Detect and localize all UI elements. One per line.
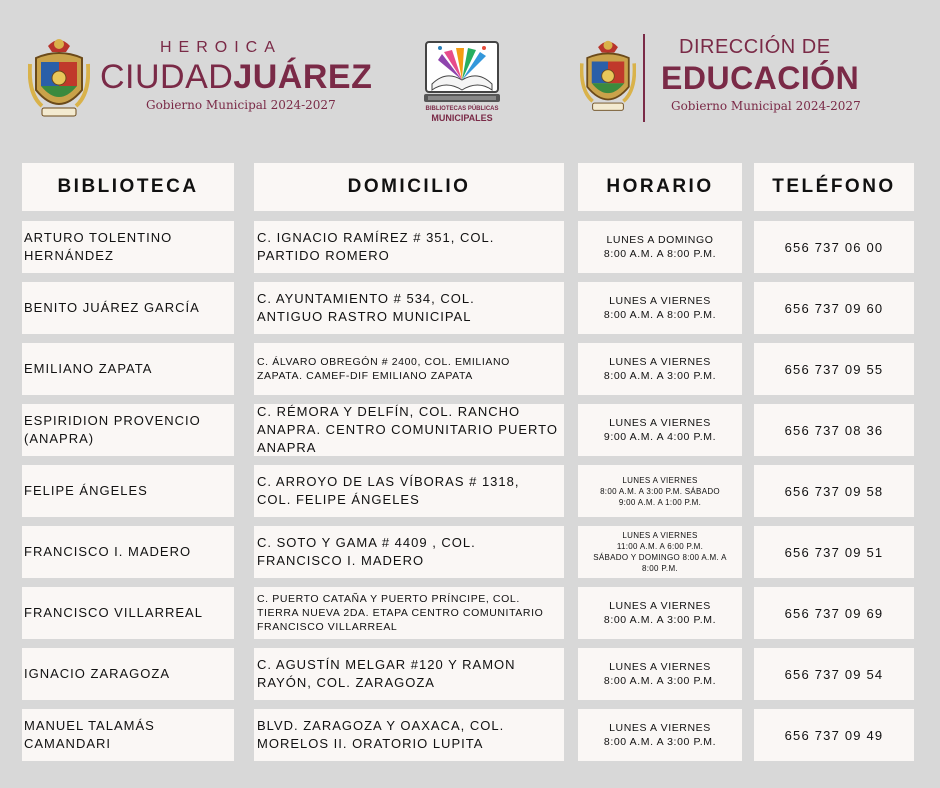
direccion-text: DIRECCIÓN DE (679, 36, 831, 58)
header-domicilio: DOMICILIO (254, 163, 564, 211)
biblioteca-cell: BENITO JUÁREZ GARCÍA (22, 282, 234, 334)
biblioteca-cell: FELIPE ÁNGELES (22, 465, 234, 517)
header-biblioteca: BIBLIOTECA (22, 163, 234, 211)
domicilio-cell: BLVD. ZARAGOZA Y OAXACA, COL. MORELOS II. ORATORIO LUPITA (254, 709, 564, 761)
horario-cell: LUNES A VIERNES 8:00 A.M. A 8:00 P.M. (578, 282, 742, 334)
telefono-cell: 656 737 09 58 (754, 465, 914, 517)
telefono-cell: 656 737 09 51 (754, 526, 914, 578)
biblioteca-cell: FRANCISCO I. MADERO (22, 526, 234, 578)
domicilio-cell: C. ARROYO DE LAS VÍBORAS # 1318, COL. FELIPE ÁNGELES (254, 465, 564, 517)
horario-cell: LUNES A VIERNES 8:00 A.M. A 3:00 P.M. (578, 587, 742, 639)
horario-cell: LUNES A DOMINGO 8:00 A.M. A 8:00 P.M. (578, 221, 742, 273)
horario-cell: LUNES A VIERNES 8:00 A.M. A 3:00 P.M. (578, 648, 742, 700)
telefono-cell: 656 737 09 54 (754, 648, 914, 700)
heroica-text: HEROICA (160, 39, 282, 56)
telefono-cell: 656 737 09 69 (754, 587, 914, 639)
direccion-educacion-brand (653, 34, 933, 116)
library-caption-bottom: MUNICIPALES (431, 113, 493, 123)
ciudad-juarez-title (100, 58, 380, 96)
domicilio-cell: C. ÁLVARO OBREGÓN # 2400, COL. EMILIANO ZAPATA. CAMEF-DIF EMILIANO ZAPATA (254, 343, 564, 395)
telefono-cell: 656 737 08 36 (754, 404, 914, 456)
telefono-cell: 656 737 09 49 (754, 709, 914, 761)
educacion-text: EDUCACIÓN (661, 60, 860, 96)
biblioteca-cell: ESPIRIDION PROVENCIO (ANAPRA) (22, 404, 234, 456)
header-divider (643, 34, 645, 122)
header-telefono: TELÉFONO (754, 163, 914, 211)
horario-cell: LUNES A VIERNES 8:00 A.M. A 3:00 P.M. (578, 709, 742, 761)
gobierno-municipal-right: Gobierno Municipal 2024-2027 (671, 99, 861, 113)
horario-cell: LUNES A VIERNES 8:00 A.M. A 3:00 P.M. (578, 343, 742, 395)
page-header (0, 0, 940, 150)
library-book-icon (422, 40, 502, 106)
juarez-text: JUÁREZ (233, 58, 373, 96)
domicilio-cell: C. PUERTO CATAÑA Y PUERTO PRÍNCIPE, COL. TIERRA NUEVA 2DA. ETAPA CENTRO COMUNITARIO FRANCISCO VILLARREAL (254, 587, 564, 639)
coat-of-arms-icon (28, 34, 90, 122)
bibliotecas-logo (422, 40, 502, 130)
domicilio-cell: C. AYUNTAMIENTO # 534, COL. ANTIGUO RASTRO MUNICIPAL (254, 282, 564, 334)
ciudad-text: CIUDAD (100, 58, 234, 96)
gobierno-municipal-left: Gobierno Municipal 2024-2027 (146, 98, 336, 112)
biblioteca-cell: IGNACIO ZARAGOZA (22, 648, 234, 700)
horario-cell: LUNES A VIERNES 9:00 A.M. A 4:00 P.M. (578, 404, 742, 456)
horario-cell: LUNES A VIERNES 11:00 A.M. A 6:00 P.M. SÁBADO Y DOMINGO 8:00 A.M. A 8:00 P.M. (578, 526, 742, 578)
domicilio-cell: C. IGNACIO RAMÍREZ # 351, COL. PARTIDO ROMERO (254, 221, 564, 273)
domicilio-cell: C. SOTO Y GAMA # 4409 , COL. FRANCISCO I. MADERO (254, 526, 564, 578)
library-caption-top: BIBLIOTECAS PÚBLICAS (425, 106, 499, 112)
header-horario: HORARIO (578, 163, 742, 211)
biblioteca-cell: FRANCISCO VILLARREAL (22, 587, 234, 639)
biblioteca-cell: ARTURO TOLENTINO HERNÁNDEZ (22, 221, 234, 273)
domicilio-cell: C. RÉMORA Y DELFÍN, COL. RANCHO ANAPRA. CENTRO COMUNITARIO PUERTO ANAPRA (254, 404, 564, 456)
biblioteca-cell: EMILIANO ZAPATA (22, 343, 234, 395)
telefono-cell: 656 737 09 60 (754, 282, 914, 334)
coat-of-arms-icon (580, 36, 636, 116)
ciudad-juarez-brand (100, 38, 380, 114)
telefono-cell: 656 737 06 00 (754, 221, 914, 273)
telefono-cell: 656 737 09 55 (754, 343, 914, 395)
biblioteca-cell: MANUEL TALAMÁS CAMANDARI (22, 709, 234, 761)
horario-cell: LUNES A VIERNES 8:00 A.M. A 3:00 P.M. SÁBADO 9:00 A.M. A 1:00 P.M. (578, 465, 742, 517)
domicilio-cell: C. AGUSTÍN MELGAR #120 Y RAMON RAYÓN, COL. ZARAGOZA (254, 648, 564, 700)
